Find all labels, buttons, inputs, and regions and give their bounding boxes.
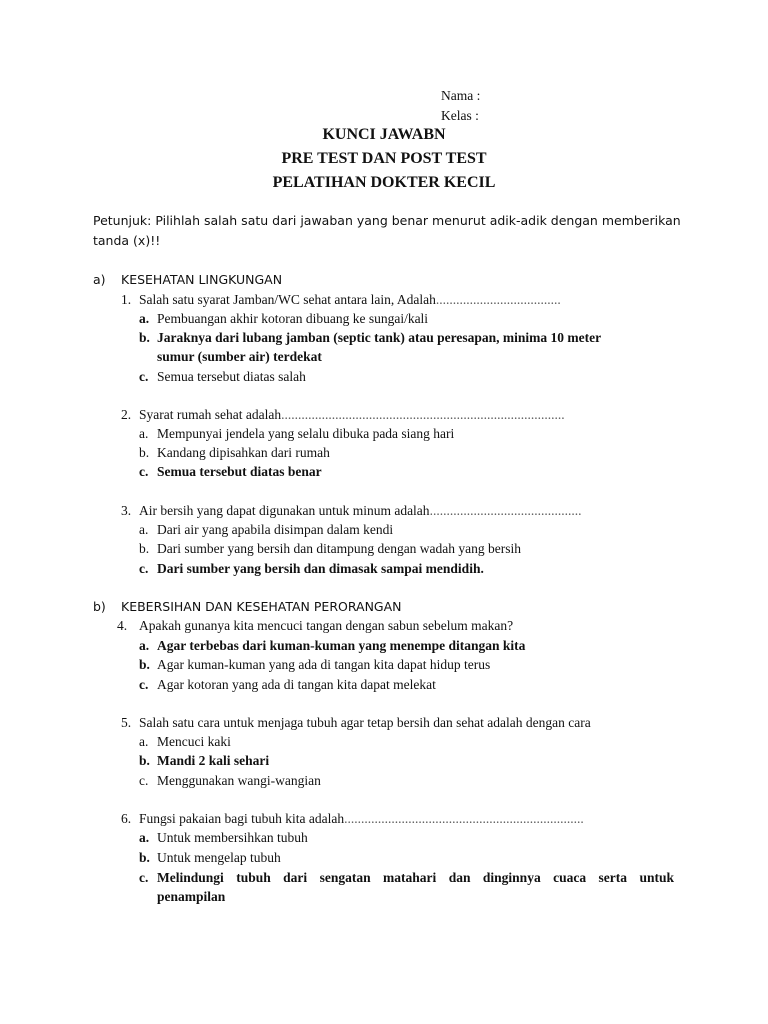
option-letter: c. <box>139 773 149 788</box>
option-letter: a. <box>139 734 149 749</box>
question-text <box>139 811 584 827</box>
question-number: 3. <box>121 503 132 518</box>
option-letter: a. <box>139 426 149 441</box>
option-text: Mempunyai jendela yang selalu dibuka pada siang hari <box>157 426 455 441</box>
option-text: Kandang dipisahkan dari rumah <box>157 445 330 460</box>
option-letter: b. <box>139 330 150 345</box>
option-letter: c. <box>139 870 149 885</box>
option-text-correct: Semua tersebut diatas benar <box>157 464 322 479</box>
option-text: Untuk membersihkan tubuh <box>157 830 308 845</box>
question-text: Apakah gunanya kita mencuci tangan dengan sabun sebelum makan? <box>139 618 514 633</box>
option-letter: c. <box>139 369 149 384</box>
option-text: Mencuci kaki <box>157 734 231 749</box>
question-text <box>139 407 565 423</box>
option-text: Agar kotoran yang ada di tangan kita dapat melekat <box>157 677 436 692</box>
option-letter: b. <box>139 541 150 556</box>
question-text: Salah satu cara untuk menjaga tubuh agar tetap bersih dan sehat adalah dengan cara <box>139 715 591 730</box>
question-text-main: Fungsi pakaian bagi tubuh kita adalah <box>139 811 345 826</box>
question-text <box>139 292 561 308</box>
section-marker-b: b) <box>93 599 106 614</box>
answer-dots: ..................................... <box>435 292 561 307</box>
instructions-line1: Petunjuk: Pilihlah salah satu dari jawaban yang benar menurut adik-adik dengan memberikan <box>93 213 681 228</box>
page-subtitle-1: PRE TEST DAN POST TEST <box>281 150 487 167</box>
option-letter: c. <box>139 464 149 479</box>
option-text: Dari sumber yang bersih dan ditampung dengan wadah yang bersih <box>157 541 522 556</box>
option-text: Menggunakan wangi-wangian <box>157 773 321 788</box>
answer-dots: ............................................. <box>429 503 582 518</box>
option-letter: b. <box>139 445 150 460</box>
option-letter: a. <box>139 522 149 537</box>
option-letter: b. <box>139 753 150 768</box>
question-number: 4. <box>117 618 128 633</box>
option-text: Semua tersebut diatas salah <box>157 369 306 384</box>
page-title: KUNCI JAWABN <box>322 126 446 143</box>
option-letter: c. <box>139 561 149 576</box>
option-text-correct: Dari sumber yang bersih dan dimasak sampai mendidih. <box>157 561 484 576</box>
option-text-correct: Mandi 2 kali sehari <box>157 753 270 768</box>
question-text-main: Salah satu syarat Jamban/WC sehat antara lain, Adalah <box>139 292 436 307</box>
option-text-correct: Jaraknya dari lubang jamban (septic tank) atau peresapan, minima 10 meter <box>157 330 602 345</box>
kelas-label: Kelas : <box>441 108 479 123</box>
question-number: 5. <box>121 715 132 730</box>
option-letter: b. <box>139 850 150 865</box>
nama-label: Nama : <box>441 88 481 103</box>
section-marker-a: a) <box>93 272 106 287</box>
option-text-correct: Agar terbebas dari kuman-kuman yang menempe ditangan kita <box>157 638 526 653</box>
instructions-line2: tanda (x)!! <box>93 233 161 248</box>
option-letter: a. <box>139 638 150 653</box>
option-letter: c. <box>139 677 149 692</box>
section-title-b: KEBERSIHAN DAN KESEHATAN PERORANGAN <box>121 599 402 614</box>
section-title-a: KESEHATAN LINGKUNGAN <box>121 272 283 287</box>
option-letter: a. <box>139 311 150 326</box>
question-text-main: Syarat rumah sehat adalah <box>139 407 282 422</box>
option-text: Dari air yang apabila disimpan dalam kendi <box>157 522 394 537</box>
question-number: 1. <box>121 292 132 307</box>
question-text <box>139 503 581 519</box>
option-text: Agar kuman-kuman yang ada di tangan kita dapat hidup terus <box>157 657 491 672</box>
option-text-correct: Melindungi tubuh dari sengatan matahari dan dinginnya cuaca serta untuk <box>157 870 674 885</box>
question-number: 6. <box>121 811 132 826</box>
answer-dots: ....................................................................... <box>344 811 584 826</box>
option-text: Untuk mengelap tubuh <box>157 850 281 865</box>
page-subtitle-2: PELATIHAN DOKTER KECIL <box>272 174 496 191</box>
answer-dots: .................................................................................... <box>281 407 565 422</box>
option-text-correct-cont: penampilan <box>157 889 226 904</box>
option-letter: b. <box>139 657 150 672</box>
question-number: 2. <box>121 407 132 422</box>
option-letter: a. <box>139 830 150 845</box>
option-text-correct-cont: sumur (sumber air) terdekat <box>157 349 322 364</box>
question-text-main: Air bersih yang dapat digunakan untuk minum adalah <box>139 503 430 518</box>
option-text: Pembuangan akhir kotoran dibuang ke sungai/kali <box>157 311 429 326</box>
